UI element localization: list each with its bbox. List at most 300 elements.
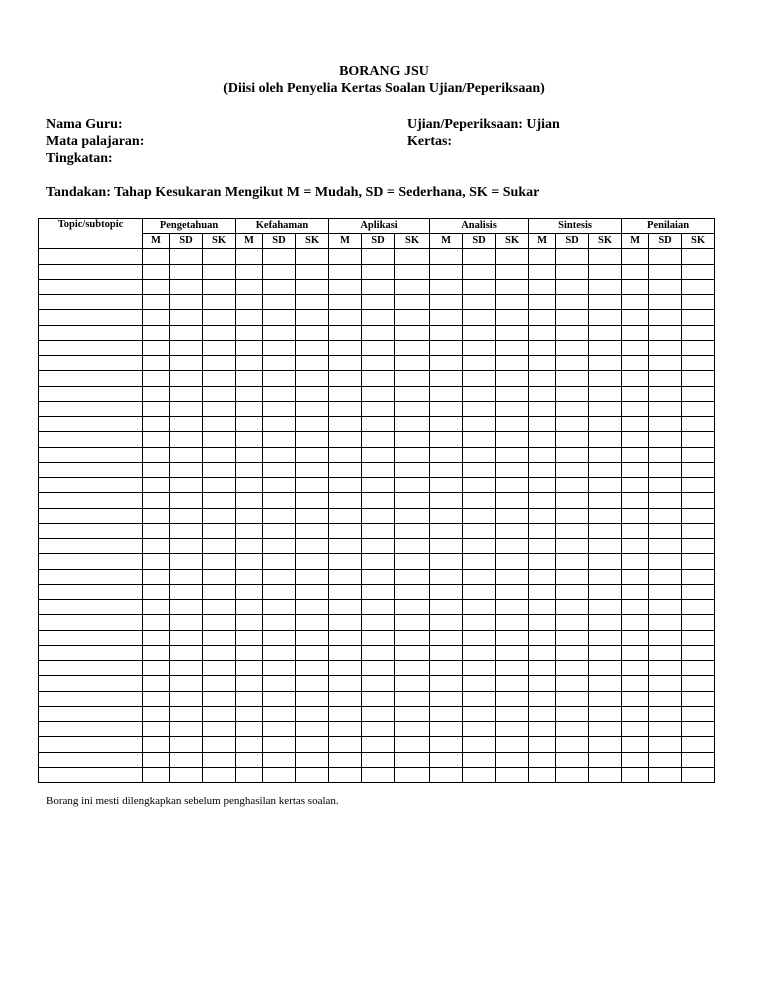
difficulty-cell[interactable]	[682, 432, 715, 447]
difficulty-cell[interactable]	[236, 401, 263, 416]
difficulty-cell[interactable]	[649, 737, 682, 752]
difficulty-cell[interactable]	[170, 645, 203, 660]
difficulty-cell[interactable]	[430, 706, 463, 721]
difficulty-cell[interactable]	[430, 340, 463, 355]
difficulty-cell[interactable]	[296, 371, 329, 386]
topic-cell[interactable]	[39, 767, 143, 782]
difficulty-cell[interactable]	[362, 325, 395, 340]
difficulty-cell[interactable]	[496, 661, 529, 676]
difficulty-cell[interactable]	[362, 386, 395, 401]
difficulty-cell[interactable]	[430, 584, 463, 599]
difficulty-cell[interactable]	[622, 478, 649, 493]
difficulty-cell[interactable]	[170, 722, 203, 737]
difficulty-cell[interactable]	[463, 264, 496, 279]
difficulty-cell[interactable]	[556, 432, 589, 447]
difficulty-cell[interactable]	[556, 462, 589, 477]
difficulty-cell[interactable]	[682, 569, 715, 584]
difficulty-cell[interactable]	[395, 539, 430, 554]
difficulty-cell[interactable]	[682, 508, 715, 523]
difficulty-cell[interactable]	[263, 554, 296, 569]
difficulty-cell[interactable]	[296, 767, 329, 782]
difficulty-cell[interactable]	[649, 722, 682, 737]
difficulty-cell[interactable]	[143, 600, 170, 615]
difficulty-cell[interactable]	[395, 584, 430, 599]
difficulty-cell[interactable]	[395, 554, 430, 569]
difficulty-cell[interactable]	[682, 249, 715, 264]
difficulty-cell[interactable]	[622, 279, 649, 294]
difficulty-cell[interactable]	[622, 691, 649, 706]
difficulty-cell[interactable]	[589, 340, 622, 355]
difficulty-cell[interactable]	[362, 630, 395, 645]
difficulty-cell[interactable]	[529, 600, 556, 615]
difficulty-cell[interactable]	[649, 249, 682, 264]
difficulty-cell[interactable]	[649, 584, 682, 599]
topic-cell[interactable]	[39, 508, 143, 523]
difficulty-cell[interactable]	[589, 432, 622, 447]
difficulty-cell[interactable]	[203, 584, 236, 599]
difficulty-cell[interactable]	[556, 386, 589, 401]
difficulty-cell[interactable]	[143, 630, 170, 645]
difficulty-cell[interactable]	[236, 417, 263, 432]
difficulty-cell[interactable]	[170, 600, 203, 615]
difficulty-cell[interactable]	[203, 447, 236, 462]
difficulty-cell[interactable]	[236, 462, 263, 477]
difficulty-cell[interactable]	[649, 493, 682, 508]
difficulty-cell[interactable]	[556, 584, 589, 599]
difficulty-cell[interactable]	[463, 478, 496, 493]
difficulty-cell[interactable]	[362, 676, 395, 691]
difficulty-cell[interactable]	[430, 249, 463, 264]
difficulty-cell[interactable]	[296, 569, 329, 584]
difficulty-cell[interactable]	[296, 676, 329, 691]
difficulty-cell[interactable]	[622, 508, 649, 523]
difficulty-cell[interactable]	[296, 325, 329, 340]
difficulty-cell[interactable]	[296, 661, 329, 676]
difficulty-cell[interactable]	[556, 371, 589, 386]
difficulty-cell[interactable]	[529, 722, 556, 737]
difficulty-cell[interactable]	[529, 386, 556, 401]
difficulty-cell[interactable]	[395, 356, 430, 371]
difficulty-cell[interactable]	[682, 325, 715, 340]
difficulty-cell[interactable]	[463, 356, 496, 371]
difficulty-cell[interactable]	[649, 432, 682, 447]
difficulty-cell[interactable]	[395, 340, 430, 355]
difficulty-cell[interactable]	[556, 356, 589, 371]
difficulty-cell[interactable]	[430, 569, 463, 584]
difficulty-cell[interactable]	[649, 539, 682, 554]
difficulty-cell[interactable]	[589, 447, 622, 462]
difficulty-cell[interactable]	[170, 584, 203, 599]
difficulty-cell[interactable]	[622, 630, 649, 645]
difficulty-cell[interactable]	[329, 661, 362, 676]
difficulty-cell[interactable]	[529, 310, 556, 325]
difficulty-cell[interactable]	[430, 539, 463, 554]
difficulty-cell[interactable]	[170, 401, 203, 416]
difficulty-cell[interactable]	[589, 600, 622, 615]
difficulty-cell[interactable]	[622, 310, 649, 325]
difficulty-cell[interactable]	[329, 295, 362, 310]
topic-cell[interactable]	[39, 676, 143, 691]
difficulty-cell[interactable]	[143, 478, 170, 493]
difficulty-cell[interactable]	[296, 630, 329, 645]
difficulty-cell[interactable]	[622, 356, 649, 371]
difficulty-cell[interactable]	[263, 722, 296, 737]
difficulty-cell[interactable]	[430, 691, 463, 706]
difficulty-cell[interactable]	[430, 371, 463, 386]
difficulty-cell[interactable]	[496, 630, 529, 645]
difficulty-cell[interactable]	[263, 432, 296, 447]
difficulty-cell[interactable]	[496, 569, 529, 584]
difficulty-cell[interactable]	[589, 630, 622, 645]
difficulty-cell[interactable]	[296, 340, 329, 355]
difficulty-cell[interactable]	[170, 706, 203, 721]
difficulty-cell[interactable]	[556, 478, 589, 493]
difficulty-cell[interactable]	[329, 325, 362, 340]
difficulty-cell[interactable]	[649, 630, 682, 645]
difficulty-cell[interactable]	[589, 356, 622, 371]
difficulty-cell[interactable]	[143, 279, 170, 294]
topic-cell[interactable]	[39, 295, 143, 310]
topic-cell[interactable]	[39, 432, 143, 447]
topic-cell[interactable]	[39, 386, 143, 401]
difficulty-cell[interactable]	[170, 676, 203, 691]
difficulty-cell[interactable]	[143, 264, 170, 279]
difficulty-cell[interactable]	[236, 523, 263, 538]
difficulty-cell[interactable]	[622, 737, 649, 752]
difficulty-cell[interactable]	[362, 371, 395, 386]
difficulty-cell[interactable]	[682, 554, 715, 569]
difficulty-cell[interactable]	[395, 645, 430, 660]
difficulty-cell[interactable]	[362, 752, 395, 767]
difficulty-cell[interactable]	[496, 554, 529, 569]
difficulty-cell[interactable]	[329, 767, 362, 782]
difficulty-cell[interactable]	[529, 554, 556, 569]
difficulty-cell[interactable]	[589, 539, 622, 554]
difficulty-cell[interactable]	[263, 386, 296, 401]
difficulty-cell[interactable]	[463, 554, 496, 569]
difficulty-cell[interactable]	[622, 523, 649, 538]
difficulty-cell[interactable]	[170, 737, 203, 752]
difficulty-cell[interactable]	[463, 539, 496, 554]
difficulty-cell[interactable]	[236, 691, 263, 706]
difficulty-cell[interactable]	[529, 325, 556, 340]
difficulty-cell[interactable]	[395, 600, 430, 615]
difficulty-cell[interactable]	[463, 706, 496, 721]
difficulty-cell[interactable]	[236, 737, 263, 752]
difficulty-cell[interactable]	[170, 371, 203, 386]
difficulty-cell[interactable]	[143, 432, 170, 447]
difficulty-cell[interactable]	[236, 615, 263, 630]
difficulty-cell[interactable]	[622, 539, 649, 554]
difficulty-cell[interactable]	[430, 417, 463, 432]
difficulty-cell[interactable]	[263, 447, 296, 462]
difficulty-cell[interactable]	[622, 264, 649, 279]
difficulty-cell[interactable]	[496, 447, 529, 462]
difficulty-cell[interactable]	[143, 386, 170, 401]
difficulty-cell[interactable]	[529, 661, 556, 676]
difficulty-cell[interactable]	[649, 371, 682, 386]
difficulty-cell[interactable]	[203, 691, 236, 706]
difficulty-cell[interactable]	[589, 493, 622, 508]
difficulty-cell[interactable]	[496, 371, 529, 386]
difficulty-cell[interactable]	[296, 691, 329, 706]
difficulty-cell[interactable]	[529, 462, 556, 477]
difficulty-cell[interactable]	[649, 676, 682, 691]
difficulty-cell[interactable]	[143, 447, 170, 462]
difficulty-cell[interactable]	[682, 722, 715, 737]
difficulty-cell[interactable]	[649, 356, 682, 371]
difficulty-cell[interactable]	[362, 767, 395, 782]
difficulty-cell[interactable]	[236, 554, 263, 569]
difficulty-cell[interactable]	[329, 340, 362, 355]
difficulty-cell[interactable]	[496, 767, 529, 782]
difficulty-cell[interactable]	[529, 706, 556, 721]
difficulty-cell[interactable]	[170, 493, 203, 508]
difficulty-cell[interactable]	[529, 249, 556, 264]
difficulty-cell[interactable]	[263, 615, 296, 630]
difficulty-cell[interactable]	[682, 386, 715, 401]
topic-cell[interactable]	[39, 310, 143, 325]
difficulty-cell[interactable]	[170, 264, 203, 279]
difficulty-cell[interactable]	[529, 615, 556, 630]
difficulty-cell[interactable]	[203, 767, 236, 782]
difficulty-cell[interactable]	[263, 767, 296, 782]
difficulty-cell[interactable]	[143, 752, 170, 767]
difficulty-cell[interactable]	[496, 584, 529, 599]
difficulty-cell[interactable]	[589, 310, 622, 325]
topic-cell[interactable]	[39, 584, 143, 599]
difficulty-cell[interactable]	[496, 691, 529, 706]
difficulty-cell[interactable]	[649, 554, 682, 569]
difficulty-cell[interactable]	[203, 356, 236, 371]
topic-cell[interactable]	[39, 615, 143, 630]
difficulty-cell[interactable]	[430, 615, 463, 630]
difficulty-cell[interactable]	[203, 554, 236, 569]
difficulty-cell[interactable]	[682, 478, 715, 493]
difficulty-cell[interactable]	[682, 462, 715, 477]
difficulty-cell[interactable]	[589, 478, 622, 493]
difficulty-cell[interactable]	[236, 264, 263, 279]
difficulty-cell[interactable]	[589, 691, 622, 706]
difficulty-cell[interactable]	[430, 676, 463, 691]
difficulty-cell[interactable]	[556, 615, 589, 630]
difficulty-cell[interactable]	[236, 356, 263, 371]
difficulty-cell[interactable]	[263, 706, 296, 721]
difficulty-cell[interactable]	[496, 340, 529, 355]
difficulty-cell[interactable]	[556, 325, 589, 340]
difficulty-cell[interactable]	[496, 325, 529, 340]
difficulty-cell[interactable]	[622, 401, 649, 416]
difficulty-cell[interactable]	[463, 295, 496, 310]
difficulty-cell[interactable]	[463, 325, 496, 340]
difficulty-cell[interactable]	[589, 325, 622, 340]
difficulty-cell[interactable]	[170, 295, 203, 310]
difficulty-cell[interactable]	[395, 508, 430, 523]
difficulty-cell[interactable]	[170, 767, 203, 782]
difficulty-cell[interactable]	[589, 554, 622, 569]
difficulty-cell[interactable]	[430, 401, 463, 416]
difficulty-cell[interactable]	[236, 432, 263, 447]
difficulty-cell[interactable]	[589, 615, 622, 630]
difficulty-cell[interactable]	[622, 569, 649, 584]
difficulty-cell[interactable]	[395, 401, 430, 416]
difficulty-cell[interactable]	[143, 539, 170, 554]
difficulty-cell[interactable]	[430, 752, 463, 767]
difficulty-cell[interactable]	[143, 584, 170, 599]
difficulty-cell[interactable]	[496, 523, 529, 538]
difficulty-cell[interactable]	[529, 737, 556, 752]
difficulty-cell[interactable]	[236, 767, 263, 782]
difficulty-cell[interactable]	[170, 478, 203, 493]
difficulty-cell[interactable]	[362, 493, 395, 508]
difficulty-cell[interactable]	[529, 539, 556, 554]
difficulty-cell[interactable]	[170, 325, 203, 340]
difficulty-cell[interactable]	[556, 691, 589, 706]
difficulty-cell[interactable]	[622, 295, 649, 310]
difficulty-cell[interactable]	[430, 478, 463, 493]
difficulty-cell[interactable]	[463, 722, 496, 737]
difficulty-cell[interactable]	[529, 691, 556, 706]
difficulty-cell[interactable]	[649, 462, 682, 477]
difficulty-cell[interactable]	[203, 249, 236, 264]
difficulty-cell[interactable]	[529, 279, 556, 294]
difficulty-cell[interactable]	[496, 279, 529, 294]
difficulty-cell[interactable]	[236, 752, 263, 767]
difficulty-cell[interactable]	[463, 691, 496, 706]
difficulty-cell[interactable]	[682, 279, 715, 294]
difficulty-cell[interactable]	[395, 295, 430, 310]
topic-cell[interactable]	[39, 325, 143, 340]
difficulty-cell[interactable]	[463, 279, 496, 294]
difficulty-cell[interactable]	[329, 447, 362, 462]
difficulty-cell[interactable]	[329, 539, 362, 554]
difficulty-cell[interactable]	[395, 752, 430, 767]
difficulty-cell[interactable]	[556, 600, 589, 615]
difficulty-cell[interactable]	[556, 401, 589, 416]
difficulty-cell[interactable]	[430, 432, 463, 447]
difficulty-cell[interactable]	[263, 493, 296, 508]
difficulty-cell[interactable]	[236, 584, 263, 599]
difficulty-cell[interactable]	[649, 615, 682, 630]
difficulty-cell[interactable]	[649, 523, 682, 538]
difficulty-cell[interactable]	[649, 417, 682, 432]
difficulty-cell[interactable]	[170, 462, 203, 477]
difficulty-cell[interactable]	[263, 417, 296, 432]
difficulty-cell[interactable]	[203, 264, 236, 279]
difficulty-cell[interactable]	[649, 447, 682, 462]
difficulty-cell[interactable]	[296, 401, 329, 416]
difficulty-cell[interactable]	[329, 279, 362, 294]
difficulty-cell[interactable]	[236, 539, 263, 554]
difficulty-cell[interactable]	[236, 279, 263, 294]
difficulty-cell[interactable]	[682, 539, 715, 554]
difficulty-cell[interactable]	[463, 752, 496, 767]
difficulty-cell[interactable]	[463, 508, 496, 523]
difficulty-cell[interactable]	[463, 661, 496, 676]
difficulty-cell[interactable]	[362, 310, 395, 325]
difficulty-cell[interactable]	[622, 249, 649, 264]
difficulty-cell[interactable]	[329, 478, 362, 493]
difficulty-cell[interactable]	[263, 645, 296, 660]
difficulty-cell[interactable]	[682, 706, 715, 721]
difficulty-cell[interactable]	[329, 706, 362, 721]
difficulty-cell[interactable]	[496, 462, 529, 477]
difficulty-cell[interactable]	[496, 752, 529, 767]
topic-cell[interactable]	[39, 462, 143, 477]
difficulty-cell[interactable]	[682, 645, 715, 660]
difficulty-cell[interactable]	[496, 356, 529, 371]
difficulty-cell[interactable]	[203, 523, 236, 538]
difficulty-cell[interactable]	[263, 264, 296, 279]
difficulty-cell[interactable]	[236, 676, 263, 691]
difficulty-cell[interactable]	[263, 661, 296, 676]
difficulty-cell[interactable]	[296, 264, 329, 279]
difficulty-cell[interactable]	[622, 722, 649, 737]
difficulty-cell[interactable]	[263, 630, 296, 645]
difficulty-cell[interactable]	[296, 539, 329, 554]
difficulty-cell[interactable]	[622, 645, 649, 660]
difficulty-cell[interactable]	[529, 417, 556, 432]
difficulty-cell[interactable]	[395, 691, 430, 706]
difficulty-cell[interactable]	[430, 264, 463, 279]
difficulty-cell[interactable]	[622, 493, 649, 508]
difficulty-cell[interactable]	[649, 767, 682, 782]
difficulty-cell[interactable]	[170, 615, 203, 630]
difficulty-cell[interactable]	[170, 569, 203, 584]
difficulty-cell[interactable]	[682, 295, 715, 310]
difficulty-cell[interactable]	[296, 722, 329, 737]
difficulty-cell[interactable]	[296, 706, 329, 721]
difficulty-cell[interactable]	[496, 508, 529, 523]
difficulty-cell[interactable]	[170, 508, 203, 523]
difficulty-cell[interactable]	[170, 752, 203, 767]
difficulty-cell[interactable]	[529, 523, 556, 538]
topic-cell[interactable]	[39, 249, 143, 264]
difficulty-cell[interactable]	[649, 569, 682, 584]
difficulty-cell[interactable]	[556, 279, 589, 294]
difficulty-cell[interactable]	[496, 600, 529, 615]
difficulty-cell[interactable]	[463, 600, 496, 615]
topic-cell[interactable]	[39, 340, 143, 355]
difficulty-cell[interactable]	[622, 584, 649, 599]
topic-cell[interactable]	[39, 523, 143, 538]
difficulty-cell[interactable]	[496, 706, 529, 721]
difficulty-cell[interactable]	[329, 752, 362, 767]
difficulty-cell[interactable]	[296, 600, 329, 615]
difficulty-cell[interactable]	[170, 447, 203, 462]
difficulty-cell[interactable]	[143, 661, 170, 676]
difficulty-cell[interactable]	[589, 676, 622, 691]
difficulty-cell[interactable]	[649, 478, 682, 493]
difficulty-cell[interactable]	[143, 691, 170, 706]
difficulty-cell[interactable]	[236, 295, 263, 310]
difficulty-cell[interactable]	[682, 310, 715, 325]
difficulty-cell[interactable]	[682, 340, 715, 355]
difficulty-cell[interactable]	[170, 340, 203, 355]
difficulty-cell[interactable]	[170, 523, 203, 538]
difficulty-cell[interactable]	[263, 249, 296, 264]
difficulty-cell[interactable]	[430, 279, 463, 294]
difficulty-cell[interactable]	[143, 676, 170, 691]
difficulty-cell[interactable]	[143, 325, 170, 340]
difficulty-cell[interactable]	[296, 493, 329, 508]
difficulty-cell[interactable]	[496, 386, 529, 401]
difficulty-cell[interactable]	[170, 249, 203, 264]
difficulty-cell[interactable]	[430, 554, 463, 569]
difficulty-cell[interactable]	[589, 645, 622, 660]
difficulty-cell[interactable]	[430, 600, 463, 615]
difficulty-cell[interactable]	[143, 722, 170, 737]
